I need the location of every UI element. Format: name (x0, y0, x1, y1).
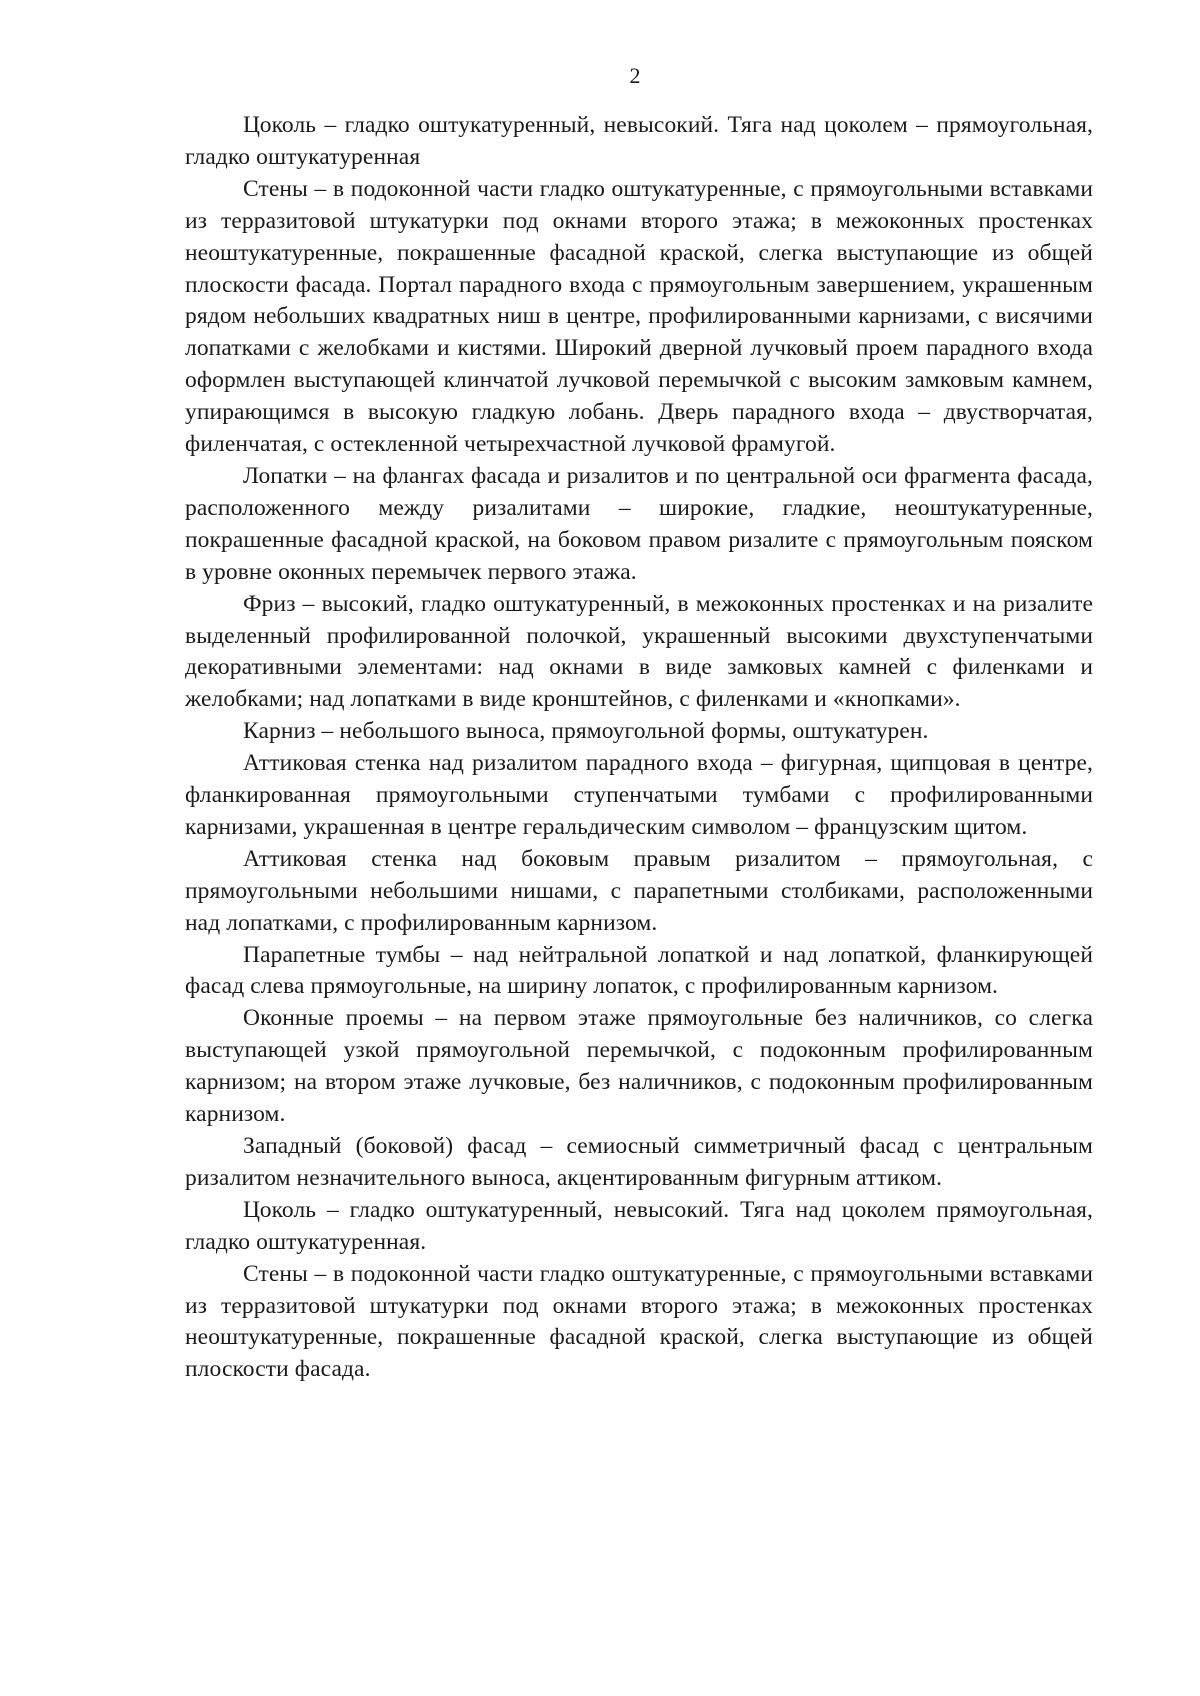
paragraph-plinth-main-facade: Цоколь – гладко оштукатуренный, невысокий. Тяга над цоколем – прямоугольная, гладко оштукатуренная (185, 112, 1093, 170)
paragraph-parapet-pedestals: Парапетные тумбы – над нейтральной лопаткой и над лопаткой, фланкирующей фасад слева прямоугольные, на ширину лопаток, с профилированным карнизом. (185, 941, 1093, 1000)
paragraph-walls-west-facade: Стены – в подоконной части гладко оштукатуренные, с прямоугольными вставками из терразитовой штукатурки под окнами второго этажа; в межоконных простенках неоштукатуренные, покрашенные фасадной краской, слегка выступающие из общей плоскости фасада. (185, 1260, 1093, 1383)
paragraph-plinth-west-facade: Цоколь – гладко оштукатуренный, невысокий. Тяга над цоколем прямоугольная, гладко оштукатуренная. (185, 1196, 1093, 1255)
paragraph-cornice: Карниз – небольшого выноса, прямоугольной формы, оштукатурен. (243, 718, 929, 745)
page-number: 2 (629, 63, 641, 88)
paragraph-frieze: Фриз – высокий, гладко оштукатуренный, в межоконных простенках и на ризалите выделенный профилированной полочкой, украшенный высокими двухступенчатыми декоративными элементами: над окнами в виде замковых камней с филенками и желобками; над лопатками в виде кронштейнов, с филенками и «кнопками». (185, 590, 1093, 713)
paragraph-window-openings: Оконные проемы – на первом этаже прямоугольные без наличников, со слегка выступающей узкой прямоугольной перемычкой, с подоконным профилированным карнизом; на втором этаже лучковые, без наличников, с подоконным профилированным карнизом. (185, 1005, 1093, 1128)
paragraph-walls-main-facade: Стены – в подоконной части гладко оштукатуренные, с прямоугольными вставками из терразитовой штукатурки под окнами второго этажа; в межоконных простенках неоштукатуренные, покрашенные фасадной краской, слегка выступающие из общей плоскости фасада. Портал парадного входа с прямоугольным завершением, украшенным рядом небольших квадратных ниш в центре, профилированными карнизами, с висячими лопатками с желобками и кистями. Широкий дверной лучковый проем парадного входа оформлен выступающей клинчатой лучковой перемычкой с высоким замковым камнем, упирающимся в высокую гладкую лобань. Дверь парадного входа – двустворчатая, филенчатая, с остекленной четырехчастной лучковой фрамугой. (185, 175, 1093, 458)
document-body (185, 110, 1093, 1386)
paragraph-attic-right: Аттиковая стенка над боковым правым ризалитом – прямоугольная, с прямоугольными небольшими нишами, с парапетными столбиками, расположенными над лопатками, с профилированным карнизом. (185, 845, 1093, 936)
paragraph-west-facade: Западный (боковой) фасад – семиосный симметричный фасад с центральным ризалитом незначительного выноса, акцентированным фигурным аттиком. (185, 1133, 1093, 1191)
paragraph-attic-entrance: Аттиковая стенка над ризалитом парадного входа – фигурная, щипцовая в центре, фланкированная прямоугольными ступенчатыми тумбами с профилированными карнизами, украшенная в центре геральдическим символом – французским щитом. (185, 750, 1093, 840)
paragraph-pilasters: Лопатки – на флангах фасада и ризалитов и по центральной оси фрагмента фасада, расположенного между ризалитами – широкие, гладкие, неоштукатуренные, покрашенные фасадной краской, на боковом правом ризалите с прямоугольным пояском в уровне оконных перемычек первого этажа. (185, 462, 1093, 585)
